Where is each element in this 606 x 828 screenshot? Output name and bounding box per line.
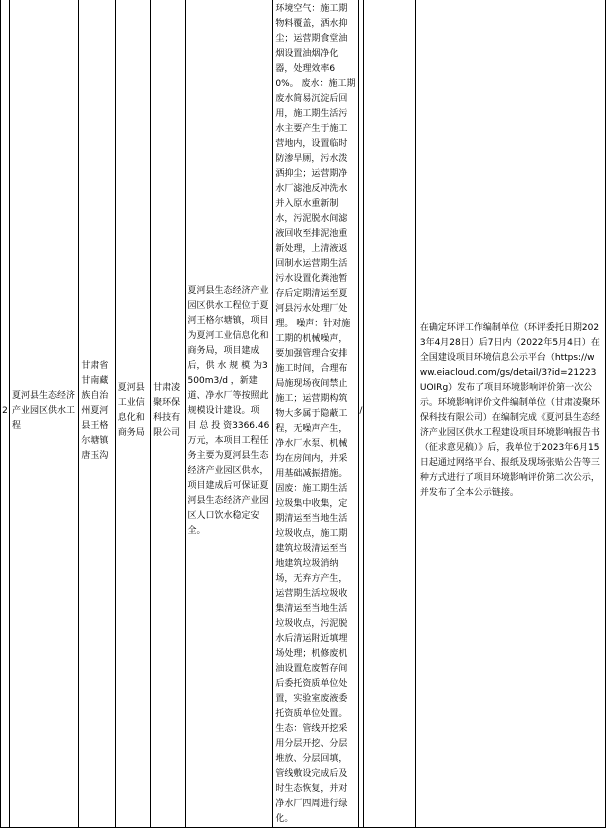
empty-cell: [364, 0, 416, 828]
row-index: 2: [1, 0, 10, 828]
project-summary: 夏河县生态经济产业园区供水工程位于夏河王格尔塘镇，项目为夏河工业信息化和商务局，项目建成后，供 水 规 模 为3500m3/d ，新建道、净水厂等按照此规模设计建设。项 目 总 投 资3366.46 万元，本项目工程任务主要为夏河县生态经济产业园区供水，项目建成后可保证夏河县生态经济产业园区人口饮水稳定安全。: [185, 0, 273, 828]
slash-cell: /: [359, 0, 364, 828]
public-participation: 在确定环评工作编制单位（环评委托日期2023年4月28日）后7日内（2022年5月4日）在全国建设项目环境信息公示平台（https://www.eiacloud.com/gs/detail/3?id=21223UOIRg）发布了项目环境影响评价第一次公示。环境影响评价文件编制单位（甘肃凌聚环保科技有限公司）在编制完成《夏河县生态经济产业园区供水工程建设项目环境影响报告书（征求意见稿）》后，我单位于2023年6月15日起通过网络平台、报纸及现场张贴公告等三种方式进行了项目环境影响评价第二次公示，并发布了全本公示链接。: [415, 0, 605, 828]
table-row: [1, 0, 606, 828]
project-location: 甘肃省甘南藏族自治州夏河县王格尔塘镇唐玉沟: [79, 0, 115, 828]
construction-unit: 夏河县工业信息化和商务局: [115, 0, 150, 828]
environmental-measures: 环境空气：施工期物料覆盖，洒水抑尘；运营期食堂油烟设置油烟净化器，处理效率60%。 废水：施工期废水简易沉淀后回用，施工期生活污水主要产生于施工营地内，设置临时防渗旱厕，污水泼洒抑尘；运营期净水厂滤池反冲洗水并入原水重新制水，污泥脱水间滤液回收至排泥池重新处理，上清液返回制水运营期生活污水设置化粪池暂存后定期清运至夏河县污水处理厂处理。 噪声：针对施工期的机械噪声，要加强管理合安排施工时间，合理布局施现场夜间禁止施工；运营期构筑物大多属于隐蔽工程，无噪声产生，净水厂水泵、机械均在房间内，并采用基础减振措施。 固废：施工期生活垃圾集中收集，定期清运至当地生活垃圾收点，施工期建筑垃圾清运至当地建筑垃圾消纳场，无弃方产生，运营期生活垃圾收集清运至当地生活垃圾收点，污泥脱水后清运附近填埋场处理；机修废机油设置危废暂存间后委托资质单位处置，实验室废液委托资质单位处置。 生态：管线开挖采用分层开挖、分层堆放、分层回填，管线敷设完成后及时生态恢复，并对净水厂四周进行绿化。: [273, 0, 359, 828]
project-name: 夏河县生态经济产业园区供水工程: [9, 0, 78, 828]
eia-unit: 甘肃凌聚环保科技有限公司: [151, 0, 185, 828]
